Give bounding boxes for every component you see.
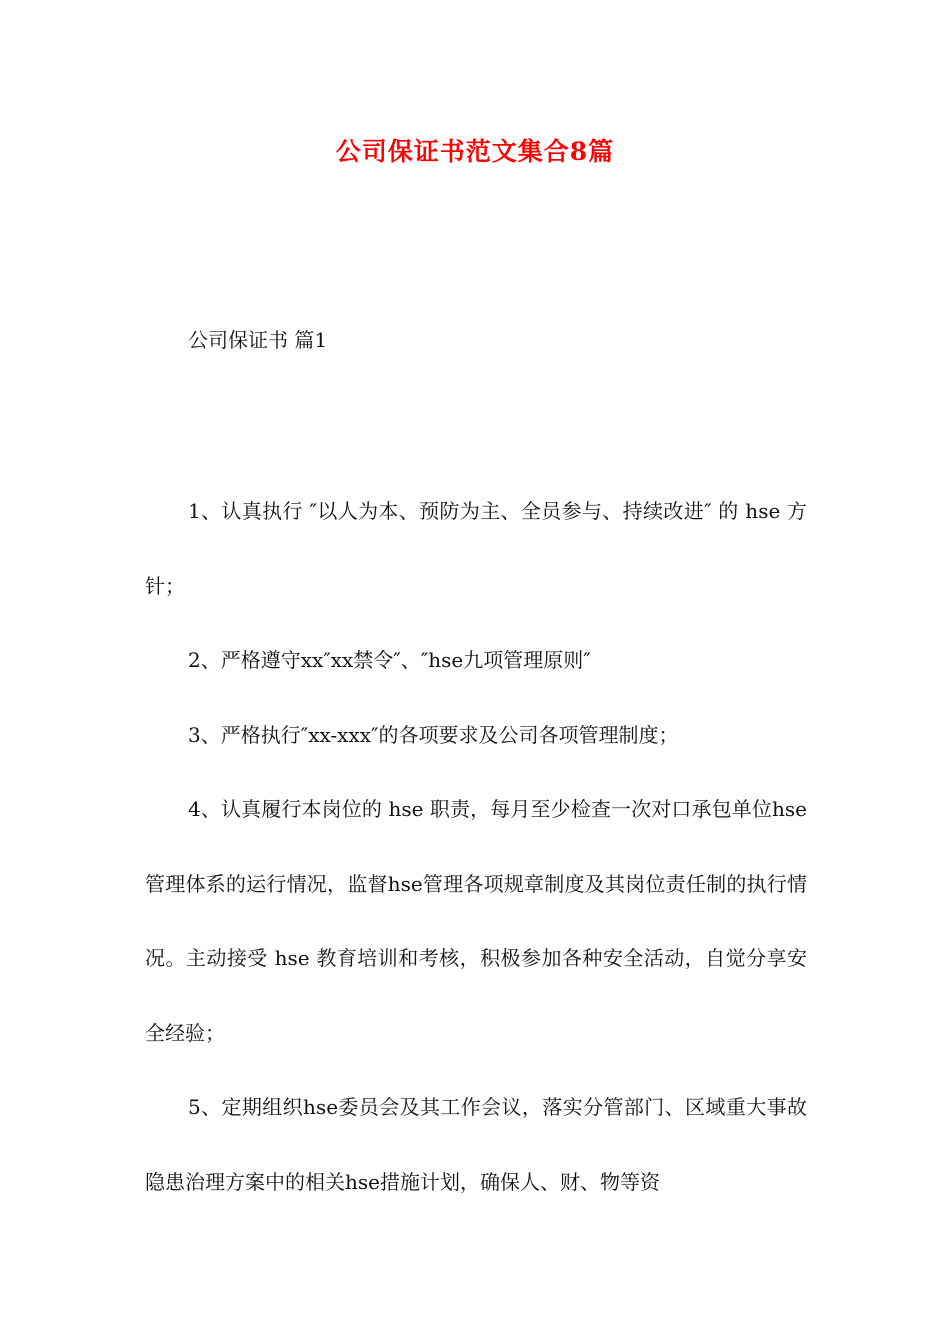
section-heading: 公司保证书 篇1 — [188, 328, 328, 352]
paragraph-4: 4、认真履行本岗位的 hse 职责，每月至少检查一次对口承包单位hse管理体系的运行情况，监督hse管理各项规章制度及其岗位责任制的执行情况。主动接受 hse 教育培训和考核，积极参加各种安全活动，自觉分享安全经验； — [145, 797, 807, 1045]
document-title: 公司保证书范文集合8篇 — [335, 137, 615, 166]
paragraph-3: 3、严格执行″xx-xxx″的各项要求及公司各项管理制度； — [188, 722, 679, 747]
paragraph-2: 2、严格遵守xx″xx禁令″、″hse九项管理原则″ — [188, 648, 591, 672]
document-body — [145, 474, 807, 1219]
paragraph-1: 1、认真执行 ″以人为本、预防为主、全员参与、持续改进″ 的 hse 方针； — [145, 499, 807, 598]
paragraph-5: 5、定期组织hse委员会及其工作会议，落实分管部门、区域重大事故隐患治理方案中的相关hse措施计划，确保人、财、物等资 — [145, 1095, 807, 1194]
